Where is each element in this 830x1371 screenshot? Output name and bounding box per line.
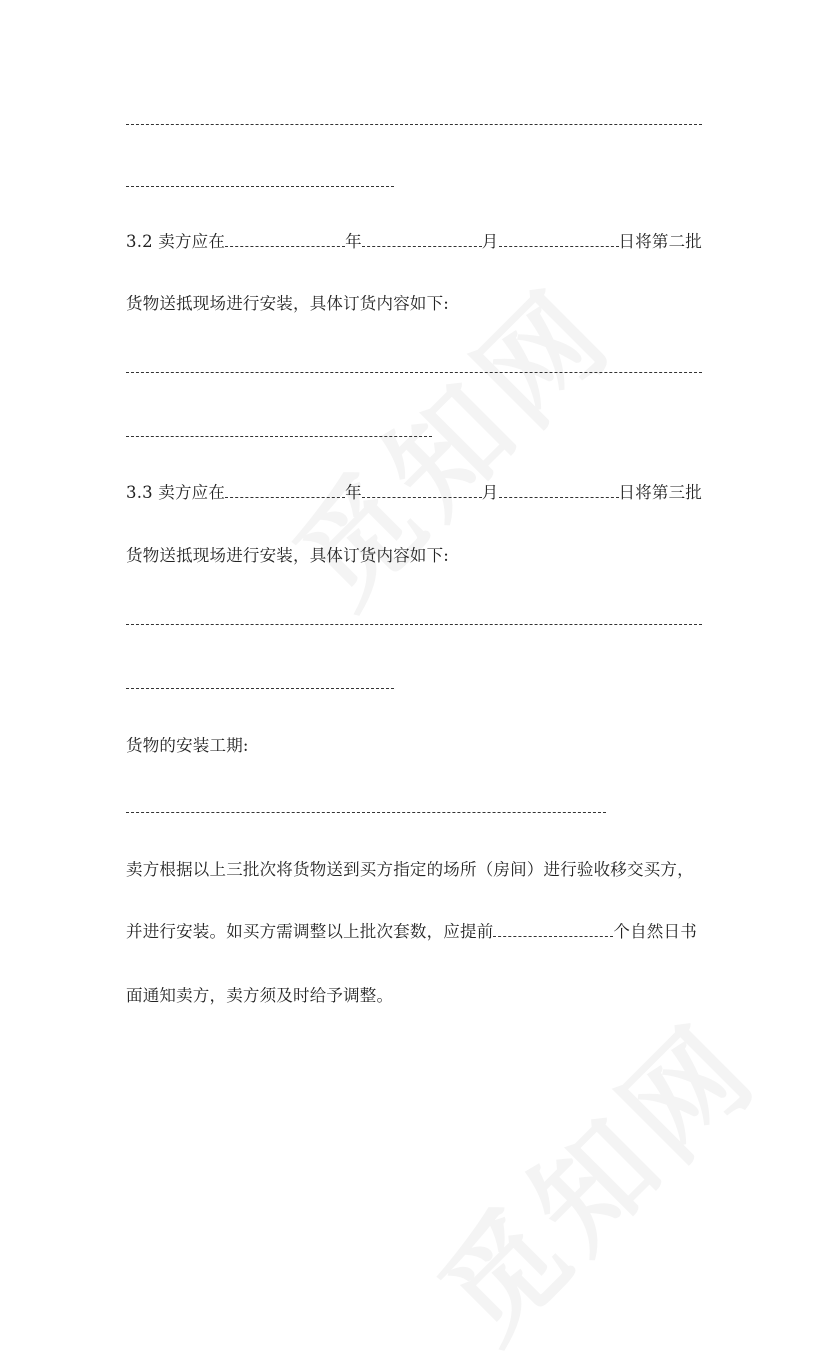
clause-3-2 [126,230,702,254]
clause-3-2-suffix: 日将第二批 [618,232,702,251]
closing-line-2-prefix: 并进行安装。如买方需调整以上批次套数，应提前 [126,922,494,941]
watermark [396,979,788,1371]
closing-line-1: 卖方根据以上三批次将货物送到买方指定的场所（房间）进行验收移交买方， [126,860,694,879]
closing-line-3: 面通知卖方，卖方须及时给予调整。 [126,986,394,1005]
month-blank [362,230,482,247]
day-blank [499,230,619,247]
clause-3-3-suffix: 日将第三批 [618,483,702,502]
fill-in-line [126,624,702,625]
closing-line-2-suffix: 个自然日书 [613,922,697,941]
year-blank [225,481,345,498]
fill-in-line [126,436,432,437]
clause-3-2-prefix: 3.2 卖方应在 [126,232,226,251]
install-period-label: 货物的安装工期: [126,736,249,755]
year-blank [225,230,345,247]
month-label: 月 [481,483,499,502]
year-label: 年 [345,483,362,502]
year-label: 年 [345,232,362,251]
month-label: 月 [481,232,499,251]
clause-3-3 [126,481,702,505]
clause-3-3-prefix: 3.3 卖方应在 [126,483,226,502]
clause-3-3-line2: 货物送抵现场进行安装，具体订货内容如下: [126,546,450,565]
clause-3-2-line2: 货物送抵现场进行安装，具体订货内容如下: [126,294,450,313]
days-blank [493,920,613,937]
day-blank [499,481,619,498]
closing-line-2 [126,920,697,944]
fill-in-line [126,812,606,813]
fill-in-line [126,688,394,689]
month-blank [362,481,482,498]
fill-in-line [126,124,702,125]
fill-in-line [126,186,394,187]
fill-in-line [126,372,702,373]
